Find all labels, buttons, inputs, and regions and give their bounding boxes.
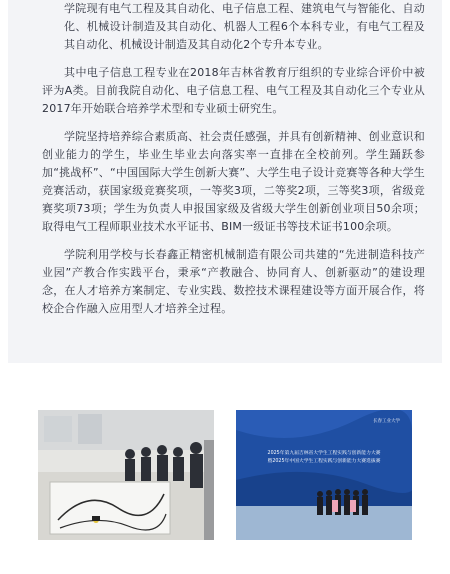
banner-scene-image xyxy=(236,410,412,540)
paragraph-majors: 学院现有电气工程及其自动化、电子信息工程、建筑电气与智能化、自动化、机械设计制造及其自动化、机器人工程6个本科专业，有电气工程及其自动化、机械设计制造及其自动化2个专升本专业。 xyxy=(64,2,425,51)
university-logo-text: 长春工业大学 xyxy=(373,419,400,424)
paragraph-evaluation: 其中电子信息工程专业在2018年吉林省教育厅组织的专业综合评价中被评为A类。目前我院自动化、电子信息工程、电气工程及其自动化三个专业从2017年开始联合培养学术型和专业硕士研究生。 xyxy=(42,66,425,115)
paragraph-industry: 学院利用学校与长春鑫正精密机械制造有限公司共建的“先进制造科技产业园”产教合作实践平台，秉承“产教融合、协同育人、创新驱动”的建设理念，在人才培养方案制定、专业实践、数控技术课程建设等方面开展合作，将校企合作融入应用型人才培养全过程。 xyxy=(42,248,425,315)
banner-title-line2: 暨2025年中国大学生工程实践与创新能力大赛选拔赛 xyxy=(267,459,381,464)
article-card xyxy=(8,0,442,363)
banner-title-line1: 2025年第九届吉林省大学生工程实践与创新能力大赛 xyxy=(267,451,381,456)
lab-scene-image xyxy=(38,410,214,540)
paragraph-students: 学院坚持培养综合素质高、社会责任感强，并具有创新精神、创业意识和创业能力的学生，毕业生毕业去向落实率一直排在全校前列。学生踊跃参加“挑战杯”、“中国国际大学生创新大赛”、大学生电子设计竞赛等各种大学生竞赛活动，获国家级竞赛奖项，一等奖3项，二等奖2项，三等奖3项，省级竞赛奖项73项；学生为负责人申报国家级及省级大学生创新创业项目50余项；取得电气工程师职业技术水平证书、BIM一级证书等技术证书100余项。 xyxy=(42,130,425,233)
competition-banner-photo xyxy=(236,410,412,540)
article-text xyxy=(42,0,425,328)
competition-lab-photo xyxy=(38,410,214,540)
photo-row xyxy=(0,386,450,574)
